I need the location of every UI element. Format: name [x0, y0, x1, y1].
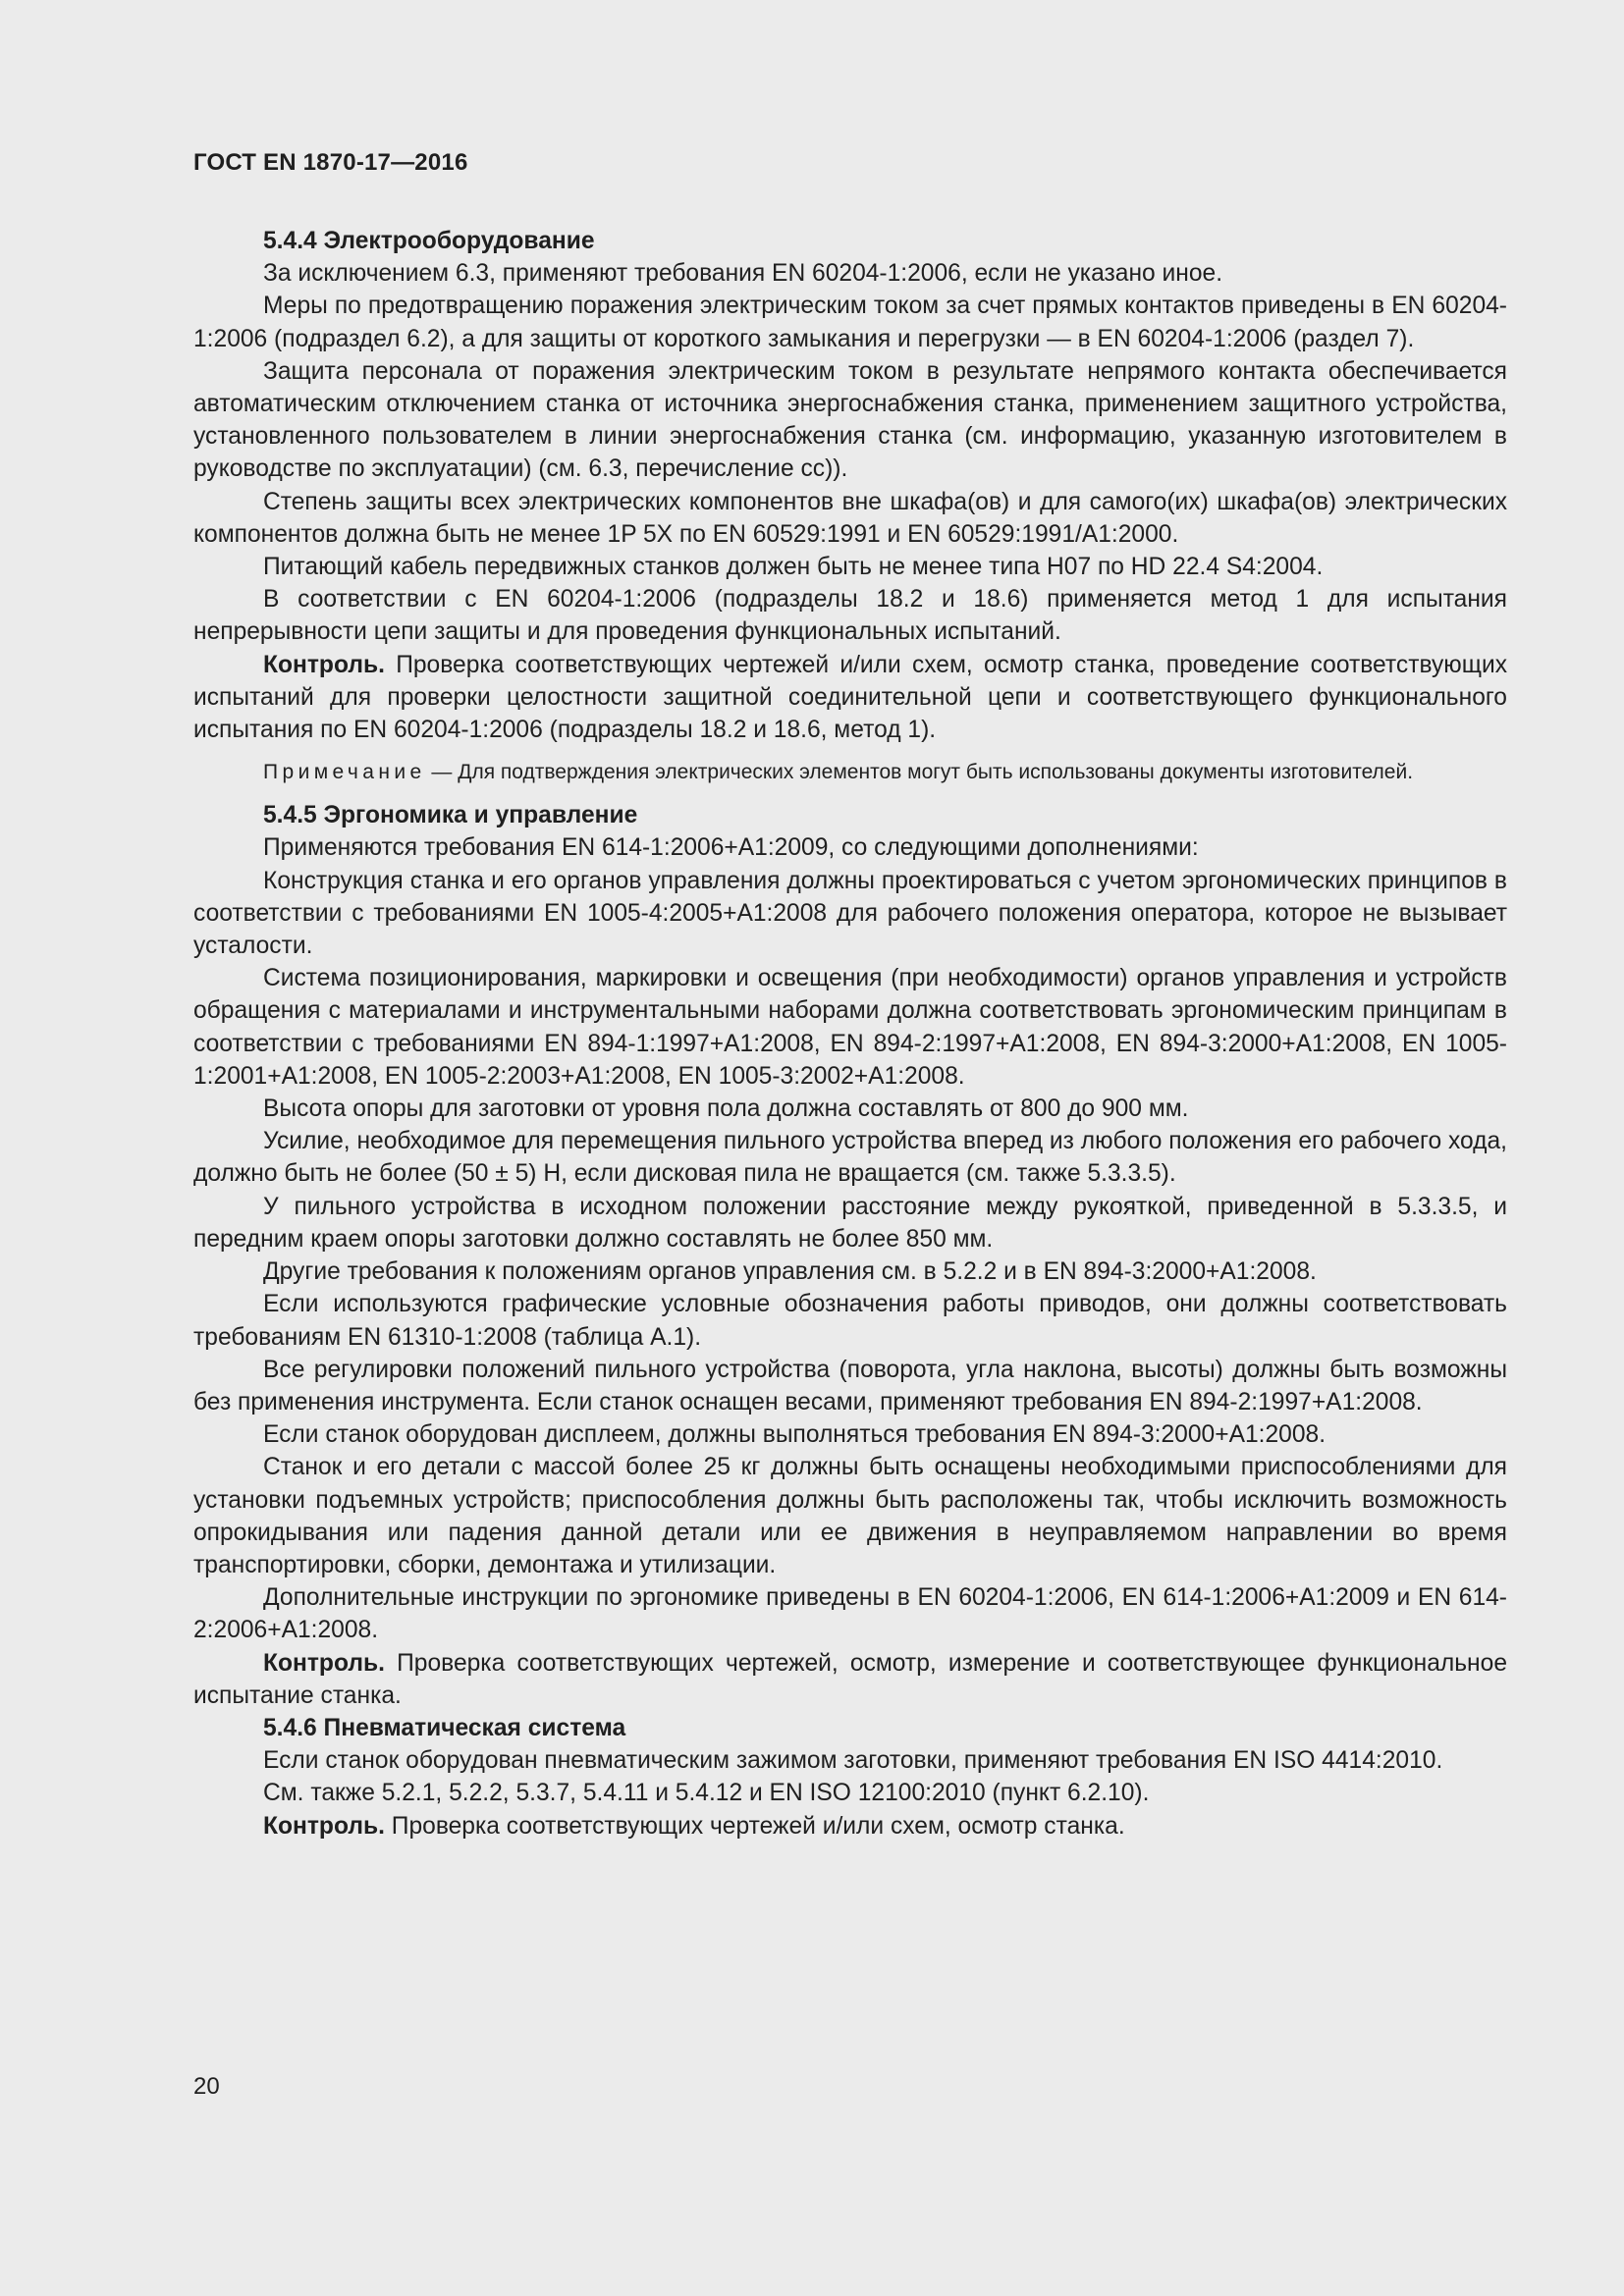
control-text: Проверка соответствующих чертежей и/или схем, осмотр станка, проведение соответствующих испытаний для проверки целостности защитной соединительной цепи и соответствующего функционального испытания по EN 60204-1:2006 (подразделы 18.2 и 18.6, метод 1). [193, 651, 1507, 744]
document-body [193, 225, 1507, 1842]
paragraph: Все регулировки положений пильного устройства (поворота, угла наклона, высоты) должны быть возможны без применения инструмента. Если станок оснащен весами, применяют требования EN 894-2:1997+A1:2008. [193, 1356, 1507, 1415]
control-paragraph [193, 1647, 1507, 1712]
control-label: Контроль. [263, 1649, 385, 1677]
control-label: Контроль. [263, 1812, 385, 1840]
section-heading: 5.4.6 Пневматическая система [263, 1714, 626, 1741]
paragraph: Питающий кабель передвижных станков должен быть не менее типа H07 по HD 22.4 S4:2004. [263, 554, 1324, 581]
control-text: Проверка соответствующих чертежей и/или схем, осмотр станка. [384, 1812, 1125, 1840]
paragraph: Усилие, необходимое для перемещения пильного устройства вперед из любого положения его рабочего хода, должно быть не более (50 ± 5) H, если дисковая пила не вращается (см. также 5.3.3.5). [193, 1128, 1507, 1188]
section-heading: 5.4.5 Эргономика и управление [263, 802, 638, 829]
paragraph: Применяются требования EN 614-1:2006+A1:2009, со следующими дополнениями: [263, 834, 1199, 862]
paragraph: В соответствии с EN 60204-1:2006 (подразделы 18.2 и 18.6) применяется метод 1 для испытания непрерывности цепи защиты и для проведения функциональных испытаний. [193, 586, 1507, 646]
control-text: Проверка соответствующих чертежей, осмотр, измерение и соответствующее функциональное испытание станка. [193, 1649, 1507, 1709]
document-header: ГОСТ EN 1870-17—2016 [193, 149, 468, 176]
paragraph: У пильного устройства в исходном положении расстояние между рукояткой, приведенной в 5.3.3.5, и передним краем опоры заготовки должно составлять не более 850 мм. [193, 1193, 1507, 1253]
paragraph: Дополнительные инструкции по эргономике приведены в EN 60204-1:2006, EN 614-1:2006+A1:2009 и EN 614-2:2006+A1:2008. [193, 1584, 1507, 1644]
note-label: Примечание [263, 761, 426, 784]
paragraph: Если станок оборудован дисплеем, должны выполняться требования EN 894-3:2000+A1:2008. [263, 1421, 1326, 1449]
paragraph: Защита персонала от поражения электрическим током в результате непрямого контакта обеспечивается автоматическим отключением станка от источника энергоснабжения станка, применением защитного устройства, установленного пользователем в линии энергоснабжения станка (см. информацию, указанную изготовителем в руководстве по эксплуатации) (см. 6.3, перечисление cc)). [193, 357, 1507, 483]
paragraph: Станок и его детали с массой более 25 кг должны быть оснащены необходимыми приспособлениями для установки подъемных устройств; приспособления должны быть расположены так, чтобы исключить возможность опрокидывания или падения данной детали или ее движения в неуправляемом направлении во время транспортировки, сборки, демонтажа и утилизации. [193, 1454, 1507, 1578]
control-paragraph [193, 649, 1507, 747]
section-heading: 5.4.4 Электрооборудование [263, 228, 595, 254]
note-text: — Для подтверждения электрических элементов могут быть использованы документы изготовителей. [425, 761, 1414, 784]
paragraph: Если станок оборудован пневматическим зажимом заготовки, применяют требования EN ISO 4414:2010. [263, 1747, 1443, 1775]
paragraph: См. также 5.2.1, 5.2.2, 5.3.7, 5.4.11 и 5.4.12 и EN ISO 12100:2010 (пункт 6.2.10). [263, 1780, 1150, 1807]
paragraph: Степень защиты всех электрических компонентов вне шкафа(ов) и для самого(их) шкафа(ов) электрических компонентов должна быть не менее 1P 5X по EN 60529:1991 и EN 60529:1991/A1:2000. [193, 488, 1507, 548]
page-number: 20 [193, 2073, 220, 2100]
paragraph: Другие требования к положениям органов управления см. в 5.2.2 и в EN 894-3:2000+A1:2008. [263, 1258, 1317, 1286]
paragraph: Система позиционирования, маркировки и освещения (при необходимости) органов управления и устройств обращения с материалами и инструментальными наборами должна соответствовать эргономическим принципам в соответствии с требованиями EN 894-1:1997+A1:2008, EN 894-2:1997+A1:2008, EN 894-3:2000+A1:2008, EN 1005-1:2001+A1:2008, EN 1005-2:2003+A1:2008, EN 1005-3:2002+A1:2008. [193, 965, 1507, 1090]
paragraph: Высота опоры для заготовки от уровня пола должна составлять от 800 до 900 мм. [263, 1095, 1189, 1123]
paragraph: Конструкция станка и его органов управления должны проектироваться с учетом эргономических принципов в соответствии с требованиями EN 1005-4:2005+A1:2008 для рабочего положения оператора, которое не вызывает усталости. [193, 867, 1507, 960]
control-paragraph [193, 1810, 1507, 1842]
paragraph: Меры по предотвращению поражения электрическим током за счет прямых контактов приведены в EN 60204-1:2006 (подраздел 6.2), а для защиты от короткого замыкания и перегрузки — в EN 60204-1:2006 (раздел 7). [193, 293, 1507, 352]
paragraph: За исключением 6.3, применяют требования EN 60204-1:2006, если не указано иное. [263, 260, 1223, 288]
control-label: Контроль. [263, 651, 385, 678]
paragraph: Если используются графические условные обозначения работы приводов, они должны соответствовать требованиям EN 61310-1:2008 (таблица A.1). [193, 1291, 1507, 1351]
note-paragraph [193, 758, 1507, 787]
